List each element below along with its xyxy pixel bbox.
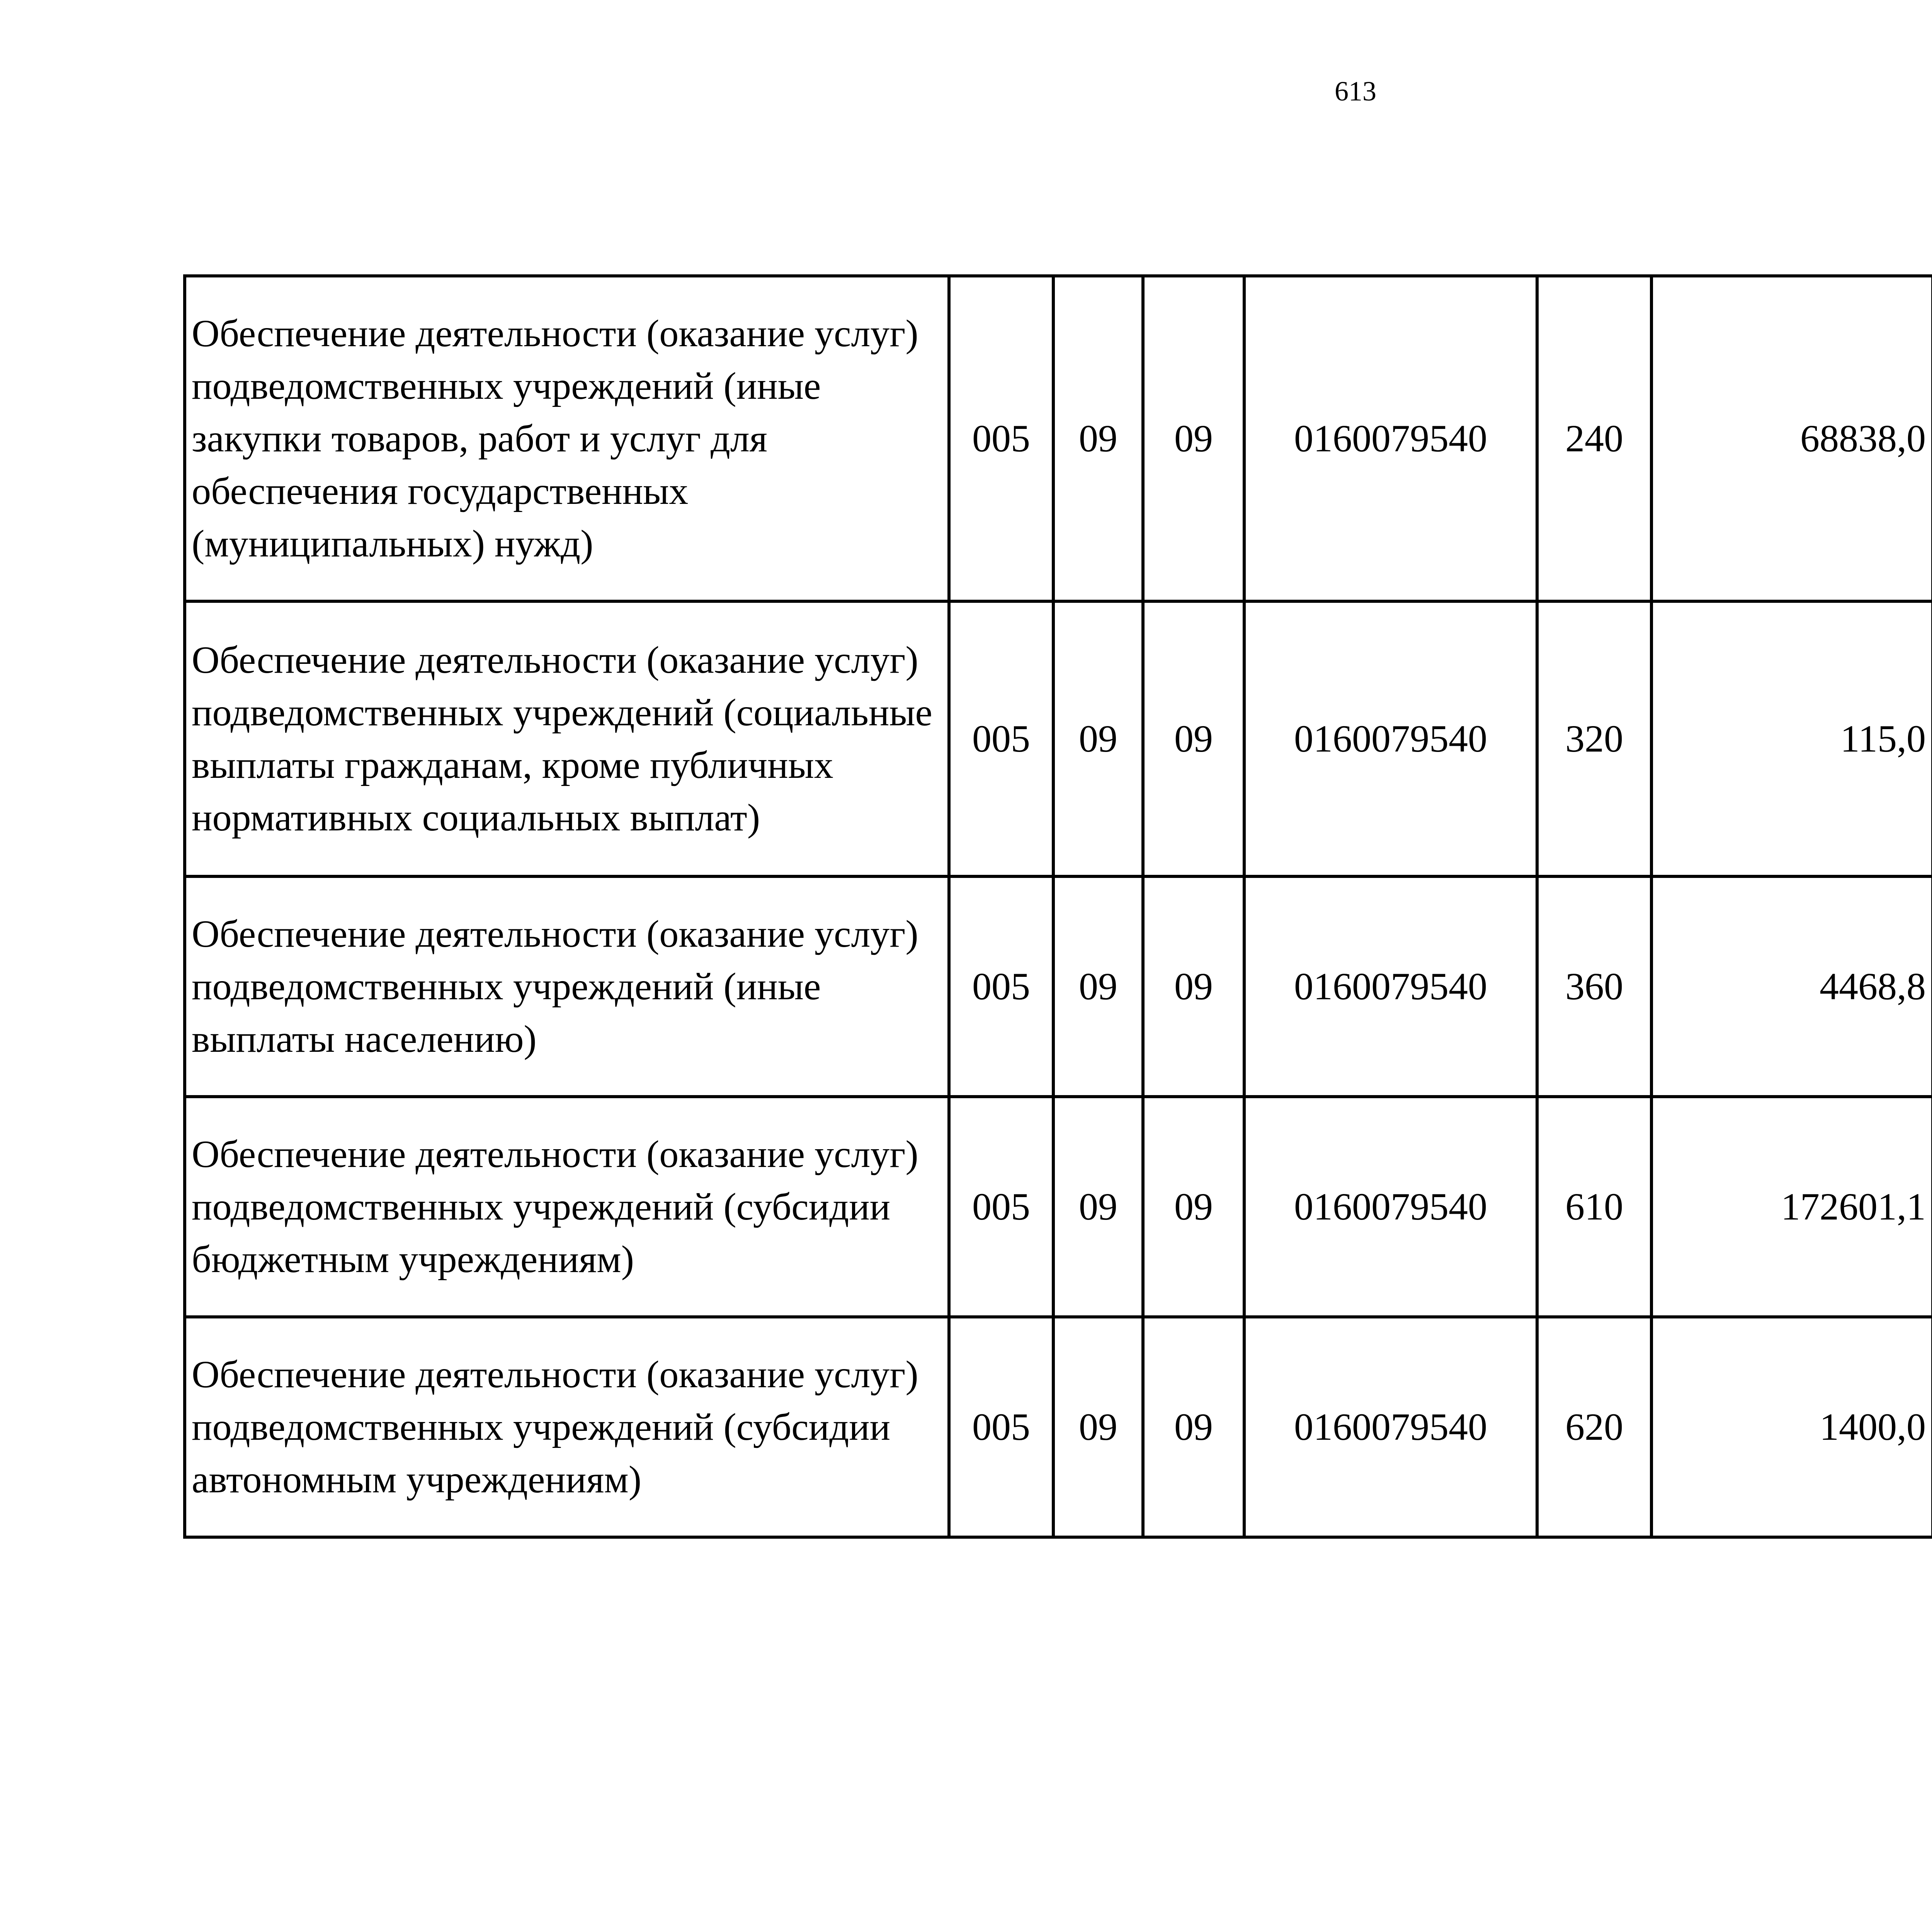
table-row	[185, 876, 1932, 1097]
subsection-code-cell: 09	[1143, 276, 1244, 601]
table-row	[185, 1097, 1932, 1317]
section-code-cell: 09	[1053, 276, 1143, 601]
subsection-code-cell: 09	[1143, 1317, 1244, 1537]
section-code-cell: 09	[1053, 876, 1143, 1097]
expense-type-cell: 360	[1537, 876, 1651, 1097]
ministry-code-cell: 005	[949, 276, 1053, 601]
amount-1-cell: 68838,0	[1651, 276, 1932, 601]
table-row	[185, 1317, 1932, 1537]
expense-name-cell: Обеспечение деятельности (оказание услуг) подведомственных учреждений (иные выплаты населению)	[185, 876, 949, 1097]
table-row	[185, 276, 1932, 601]
target-article-cell: 0160079540	[1244, 276, 1537, 601]
section-code-cell: 09	[1053, 1317, 1143, 1537]
table-row	[185, 601, 1932, 876]
expense-name-cell: Обеспечение деятельности (оказание услуг) подведомственных учреждений (иные закупки товаров, работ и услуг для обеспечения государственных (муниципальных) нужд)	[185, 276, 949, 601]
target-article-cell: 0160079540	[1244, 1317, 1537, 1537]
target-article-cell: 0160079540	[1244, 876, 1537, 1097]
amount-1-cell: 1400,0	[1651, 1317, 1932, 1537]
ministry-code-cell: 005	[949, 1317, 1053, 1537]
target-article-cell: 0160079540	[1244, 1097, 1537, 1317]
amount-1-cell: 172601,1	[1651, 1097, 1932, 1317]
subsection-code-cell: 09	[1143, 601, 1244, 876]
page-number: 613	[1335, 76, 1376, 107]
ministry-code-cell: 005	[949, 601, 1053, 876]
subsection-code-cell: 09	[1143, 1097, 1244, 1317]
amount-1-cell: 115,0	[1651, 601, 1932, 876]
expense-name-cell: Обеспечение деятельности (оказание услуг) подведомственных учреждений (субсидии бюджетным учреждениям)	[185, 1097, 949, 1317]
expense-name-cell: Обеспечение деятельности (оказание услуг) подведомственных учреждений (социальные выплаты гражданам, кроме публичных нормативных социальных выплат)	[185, 601, 949, 876]
ministry-code-cell: 005	[949, 876, 1053, 1097]
subsection-code-cell: 09	[1143, 876, 1244, 1097]
expense-type-cell: 620	[1537, 1317, 1651, 1537]
budget-table	[183, 274, 1932, 1539]
expense-name-cell: Обеспечение деятельности (оказание услуг) подведомственных учреждений (субсидии автономным учреждениям)	[185, 1317, 949, 1537]
expense-type-cell: 320	[1537, 601, 1651, 876]
amount-1-cell: 4468,8	[1651, 876, 1932, 1097]
expense-type-cell: 610	[1537, 1097, 1651, 1317]
ministry-code-cell: 005	[949, 1097, 1053, 1317]
section-code-cell: 09	[1053, 1097, 1143, 1317]
target-article-cell: 0160079540	[1244, 601, 1537, 876]
section-code-cell: 09	[1053, 601, 1143, 876]
expense-type-cell: 240	[1537, 276, 1651, 601]
